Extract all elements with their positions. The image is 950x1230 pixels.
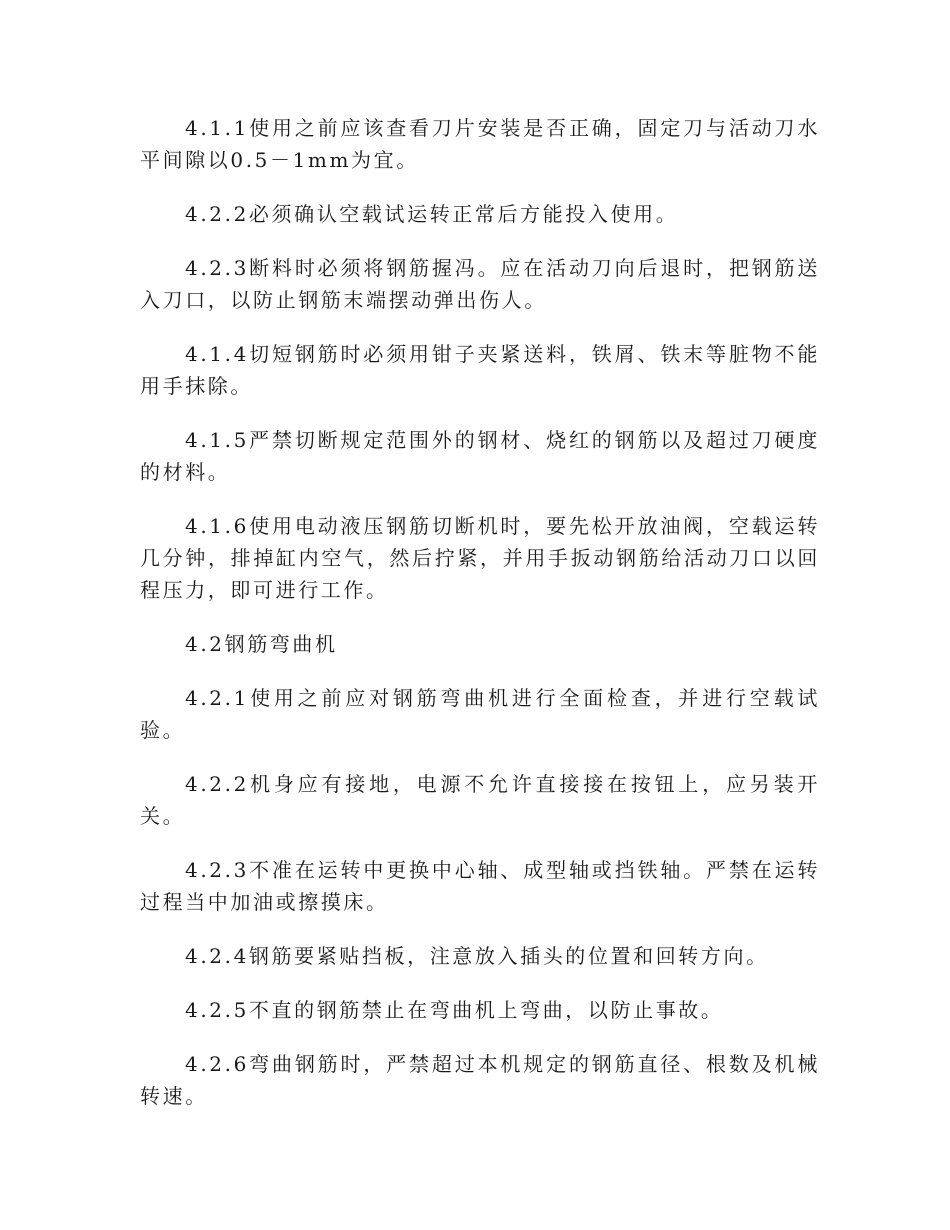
- paragraph-4-1-5: 4.1.5严禁切断规定范围外的钢材、烧红的钢筋以及超过刀硬度的材料。: [140, 428, 820, 484]
- paragraph-4-2-1: 4.2.1使用之前应对钢筋弯曲机进行全面检查，并进行空载试验。: [140, 686, 820, 742]
- paragraph-4-2-6: 4.2.6弯曲钢筋时，严禁超过本机规定的钢筋直径、根数及机械转速。: [140, 1052, 820, 1108]
- paragraph-4-2-5: 4.2.5不直的钢筋禁止在弯曲机上弯曲，以防止事故。: [185, 998, 724, 1022]
- paragraph-4-2-4: 4.2.4钢筋要紧贴挡板，注意放入插头的位置和回转方向。: [185, 944, 769, 968]
- document-body: [140, 112, 820, 1112]
- paragraph-4-2-2-grounding: 4.2.2机身应有接地，电源不允许直接接在按钮上，应另装开关。: [140, 772, 820, 828]
- section-heading-4-2: 4.2钢筋弯曲机: [185, 632, 338, 656]
- paragraph-4-2-3-cutting: 4.2.3断料时必须将钢筋握冯。应在活动刀向后退时，把钢筋送入刀口，以防止钢筋末端摆动弹出伤人。: [140, 256, 820, 312]
- paragraph-4-2-3-shaft: 4.2.3不准在运转中更换中心轴、成型轴或挡铁轴。严禁在运转过程当中加油或擦摸床。: [140, 858, 820, 914]
- paragraph-4-2-2-confirm: 4.2.2必须确认空载试运转正常后方能投入使用。: [185, 202, 679, 226]
- paragraph-4-1-4: 4.1.4切短钢筋时必须用钳子夹紧送料，铁屑、铁末等脏物不能用手抹除。: [140, 342, 820, 398]
- paragraph-4-1-1: 4.1.1使用之前应该查看刀片安装是否正确，固定刀与活动刀水平间隙以0.5－1mm为宜。: [140, 116, 820, 172]
- paragraph-4-1-6: 4.1.6使用电动液压钢筋切断机时，要先松开放油阀，空载运转几分钟，排掉缸内空气，然后拧紧，并用手扳动钢筋给活动刀口以回程压力，即可进行工作。: [140, 514, 820, 602]
